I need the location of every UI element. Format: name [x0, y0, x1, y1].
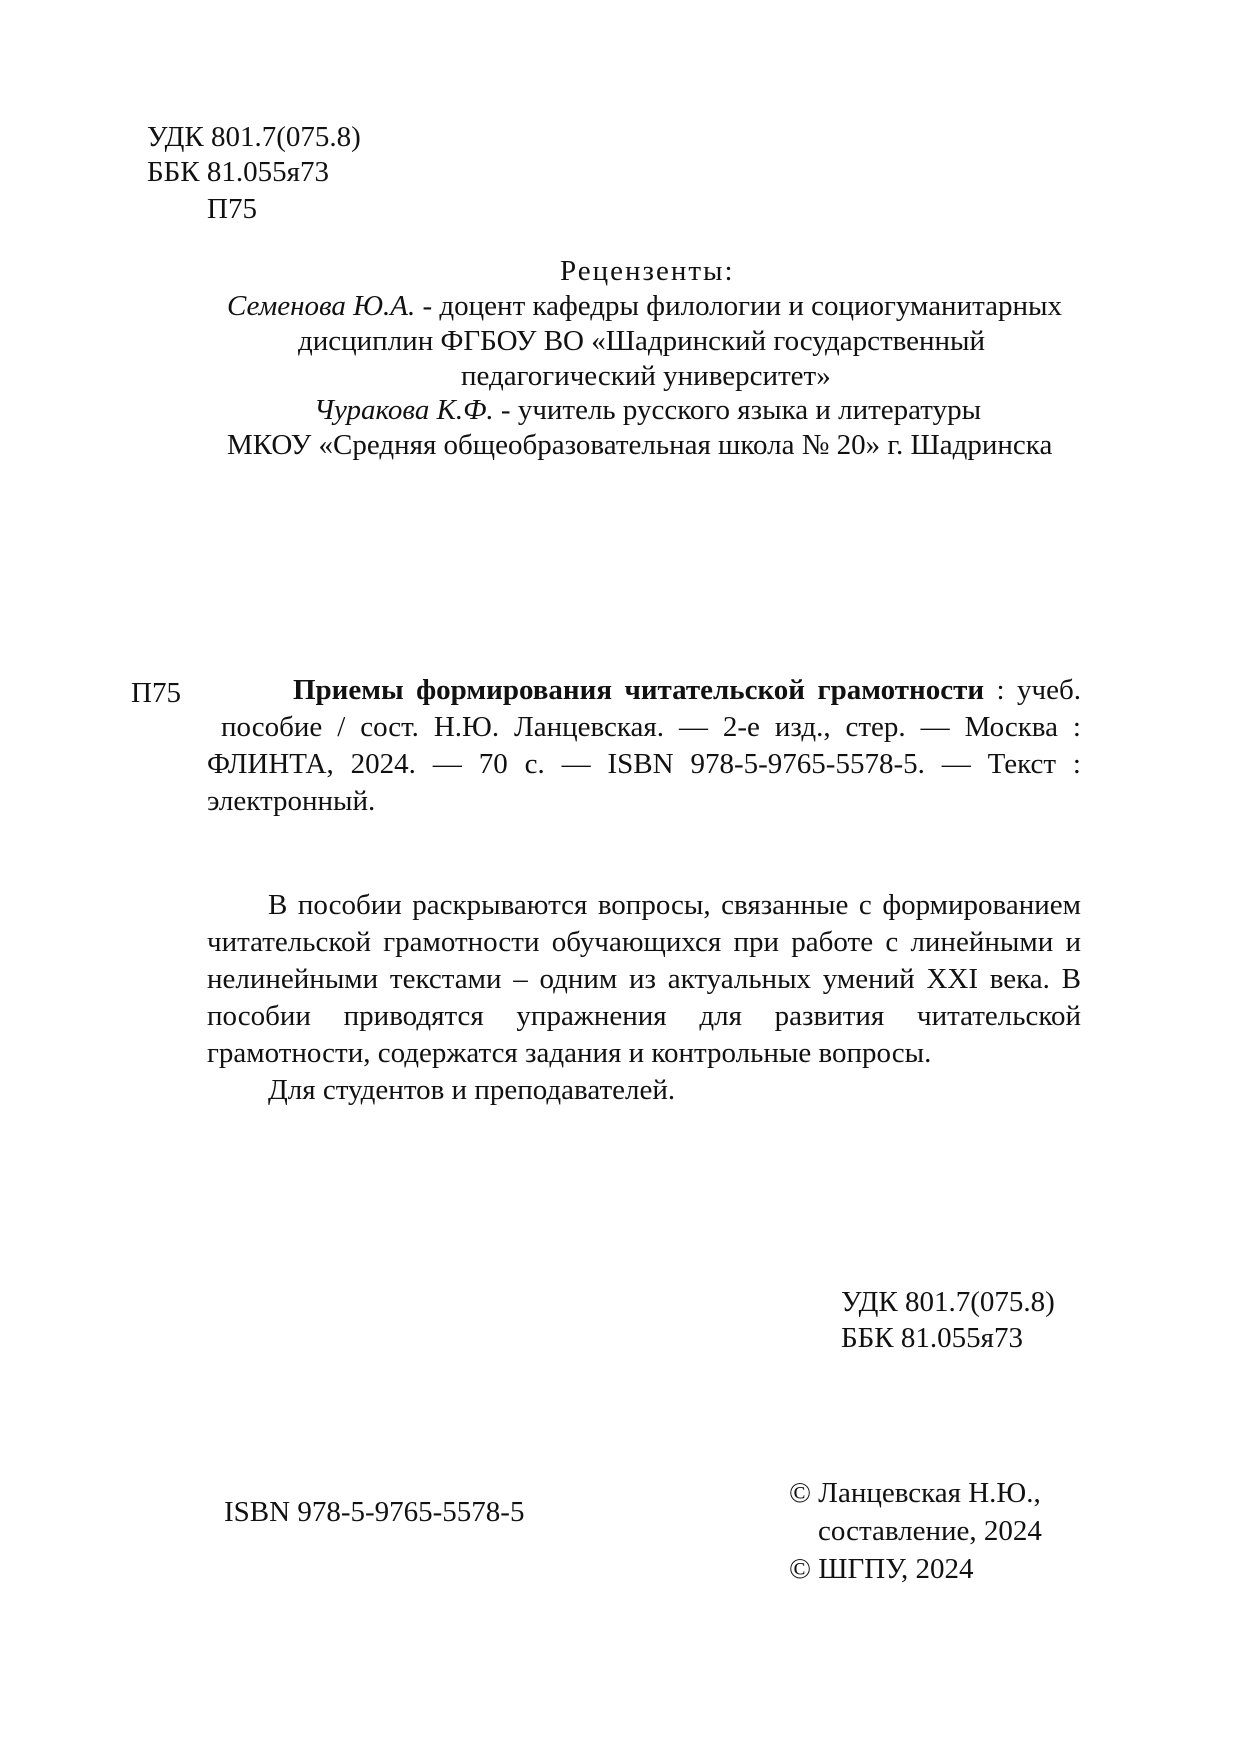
reviewer-2-line-1: Чуракова К.Ф. - учитель русского языка и литературы — [314, 394, 982, 426]
annotation-line-1: В пособии раскрываются вопросы, связанные с формированием — [268, 889, 1081, 921]
biblio-line-3: ФЛИНТА, 2024. — 70 с. — ISBN 978-5-9765-5578-5. — Текст : — [207, 748, 1081, 780]
reviewer-2-name: Чуракова К.Ф. — [314, 394, 494, 426]
reviewer-1-name: Семенова Ю.А. — [227, 290, 416, 322]
reviewer-2-line-2: МКОУ «Средняя общеобразовательная школа № 20» г. Шадринска — [227, 429, 1053, 461]
reviewers-title: Рецензенты: — [560, 255, 735, 287]
reviewer-1-line-1: Семенова Ю.А. - доцент кафедры филологии и социогуманитарных — [227, 290, 1063, 322]
footer-bbk-code: ББК 81.055я73 — [841, 1322, 1023, 1354]
annotation-line-2: читательской грамотности обучающихся при работе с линейными и — [207, 926, 1081, 958]
annotation-line-5: грамотности, содержатся задания и контрольные вопросы. — [207, 1037, 932, 1069]
isbn: ISBN 978-5-9765-5578-5 — [224, 1496, 525, 1528]
footer-udk-code: УДК 801.7(075.8) — [841, 1286, 1055, 1318]
copyright-line-3: © ШГПУ, 2024 — [789, 1553, 974, 1585]
book-title: Приемы формирования читательской грамотности — [293, 674, 985, 706]
author-mark: П75 — [207, 193, 257, 225]
annotation-line-4: пособии приводятся упражнения для развития читательской — [207, 1000, 1081, 1032]
udk-code: УДК 801.7(075.8) — [147, 121, 361, 153]
reviewer-1-line-3: педагогический университет» — [461, 360, 831, 392]
reviewer-1-line-2: дисциплин ФГБОУ ВО «Шадринский государственный — [298, 325, 986, 357]
annotation-line-3: нелинейными текстами – одним из актуальных умений XXI века. В — [207, 963, 1081, 995]
biblio-line-4: электронный. — [207, 785, 376, 817]
annotation-audience: Для студентов и преподавателей. — [268, 1074, 676, 1106]
biblio-line-2: пособие / сост. Н.Ю. Ланцевская. — 2-е изд., стер. — Москва : — [221, 711, 1081, 743]
bbk-code: ББК 81.055я73 — [147, 156, 329, 188]
biblio-mark: П75 — [131, 677, 181, 709]
copyright-line-1: © Ланцевская Н.Ю., — [789, 1477, 1041, 1509]
biblio-line-1: Приемы формирования читательской грамотности : учеб. — [293, 674, 1081, 706]
copyright-line-2: составление, 2024 — [818, 1515, 1042, 1547]
